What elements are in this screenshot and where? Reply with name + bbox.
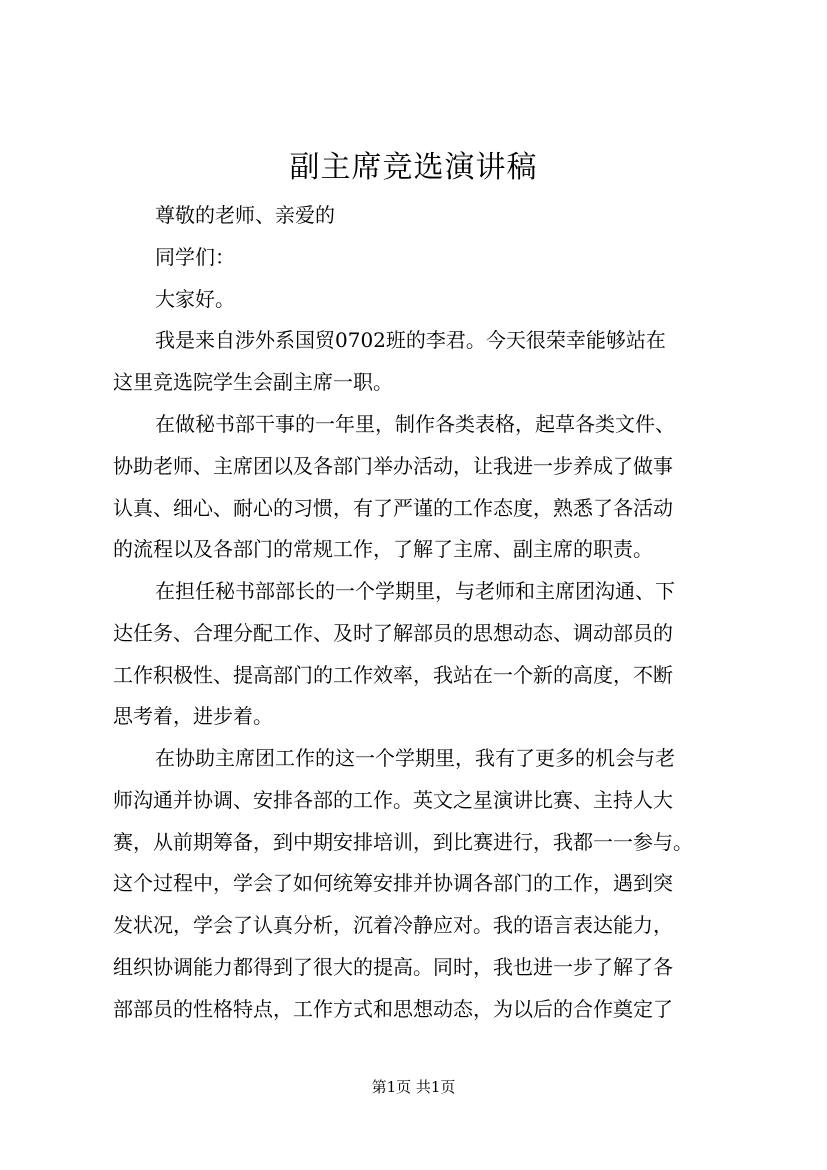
text-line: 同学们： [155, 245, 235, 269]
text-line: 部部员的性格特点，工作方式和思想动态，为以后的合作奠定了 [113, 997, 673, 1021]
text-line: 大家好。 [155, 287, 235, 311]
document-title: 副主席竞选演讲稿 [289, 150, 538, 185]
text-line: 工作积极性、提高部门的工作效率，我站在一个新的高度，不断 [113, 663, 673, 687]
text-line: 这里竞选院学生会副主席一职。 [113, 370, 393, 394]
text-line: 协助老师、主席团以及各部门举办活动，让我进一步养成了做事 [113, 454, 673, 478]
text-line: 赛，从前期筹备，到中期安排培训，到比赛进行，我都一一参与。 [113, 830, 693, 854]
text-line: 发状况，学会了认真分析，沉着冷静应对。我的语言表达能力， [113, 913, 673, 937]
text-line: 认真、细心、耐心的习惯，有了严谨的工作态度，熟悉了各活动 [113, 496, 673, 520]
text-line: 师沟通并协调、安排各部的工作。英文之星演讲比赛、主持人大 [113, 788, 673, 812]
page-footer: 第1页 共1页 [371, 1078, 456, 1096]
text-line: 尊敬的老师、亲爱的 [155, 203, 335, 227]
text-line: 组织协调能力都得到了很大的提高。同时，我也进一步了解了各 [113, 955, 673, 979]
text-line: 在协助主席团工作的这一个学期里，我有了更多的机会与老 [155, 746, 675, 770]
text-line: 达任务、合理分配工作、及时了解部员的思想动态、调动部员的 [113, 621, 673, 645]
text-line: 思考着，进步着。 [113, 704, 273, 728]
text-line: 这个过程中，学会了如何统筹安排并协调各部门的工作，遇到突 [113, 871, 673, 895]
text-line: 我是来自涉外系国贸0702班的李君。今天很荣幸能够站在 [155, 328, 666, 352]
text-line: 在做秘书部干事的一年里，制作各类表格，起草各类文件、 [155, 412, 675, 436]
text-line: 的流程以及各部门的常规工作，了解了主席、副主席的职责。 [113, 537, 653, 561]
text-line: 在担任秘书部部长的一个学期里，与老师和主席团沟通、下 [155, 579, 675, 603]
